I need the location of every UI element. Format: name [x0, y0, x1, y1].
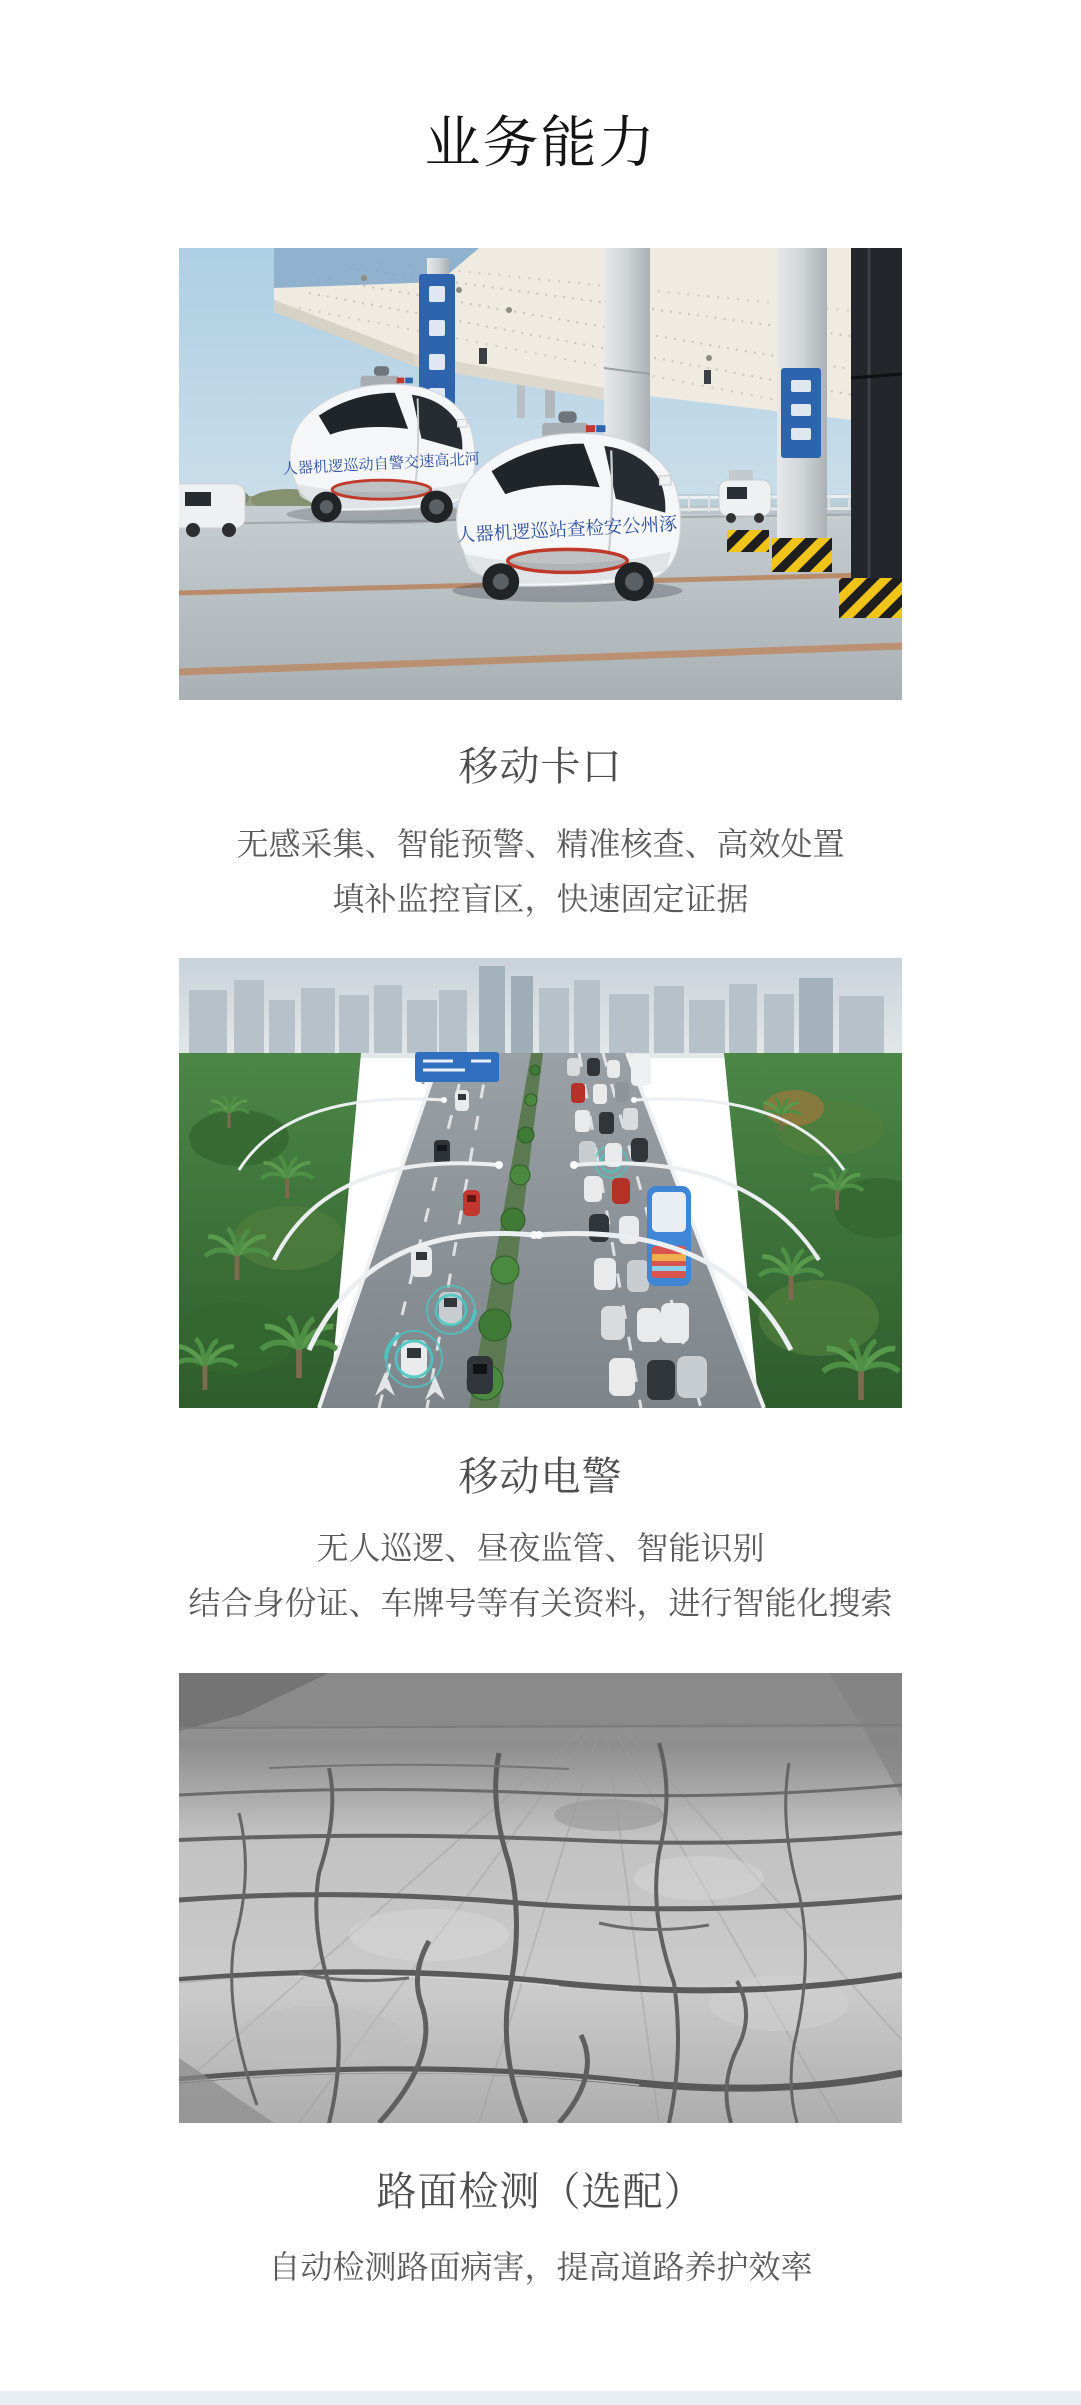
- desc-line: 无感采集、智能预警、精准核查、高效处置: [236, 826, 845, 862]
- section-3-photo-cracked-pavement: [179, 1673, 902, 2123]
- front-vehicle-banner-text: 人器机逻巡站查检安公州涿: [456, 512, 678, 546]
- blue-bus: [647, 1186, 691, 1286]
- page-title: 业务能力: [424, 111, 657, 174]
- desc-line: 无人巡逻、昼夜监管、智能识别: [316, 1530, 765, 1566]
- toll-station-illustration: [179, 248, 902, 700]
- desc-line: 自动检测路面病害，提高道路养护效率: [268, 2249, 813, 2285]
- cracked-pavement-illustration: [179, 1673, 902, 2123]
- section-1-heading: 移动卡口: [458, 745, 623, 789]
- lidar-icon: [558, 411, 576, 423]
- lidar-icon: [374, 366, 389, 376]
- hazard-base: [839, 578, 902, 618]
- traffic-road-illustration: [179, 958, 902, 1408]
- desc-line: 结合身份证、车牌号等有关资料，进行智能化搜索: [188, 1585, 893, 1621]
- section-1-description: [0, 817, 1081, 927]
- ceiling-camera-icon: [479, 348, 487, 364]
- right-green-belt: [724, 1053, 902, 1408]
- direction-sign: [415, 1052, 499, 1084]
- section-3-heading: 路面检测（选配）: [376, 2170, 705, 2214]
- dark-pillar: [851, 248, 902, 590]
- section-2-description: [0, 1521, 1081, 1631]
- section-3-description: [0, 2240, 1081, 2295]
- desc-line: 填补监控盲区，快速固定证据: [332, 881, 749, 917]
- hazard-base: [772, 538, 832, 572]
- ceiling-camera-icon: [704, 370, 711, 384]
- section-1-photo-toll-station: [179, 248, 902, 700]
- section-2-photo-traffic-road: [179, 958, 902, 1408]
- rear-vehicle-banner-text: 人器机逻巡动自警交速高北河: [282, 450, 481, 478]
- hazard-bollard: [727, 530, 769, 552]
- footer-bar: [0, 2391, 1081, 2405]
- section-2-heading: 移动电警: [458, 1455, 623, 1499]
